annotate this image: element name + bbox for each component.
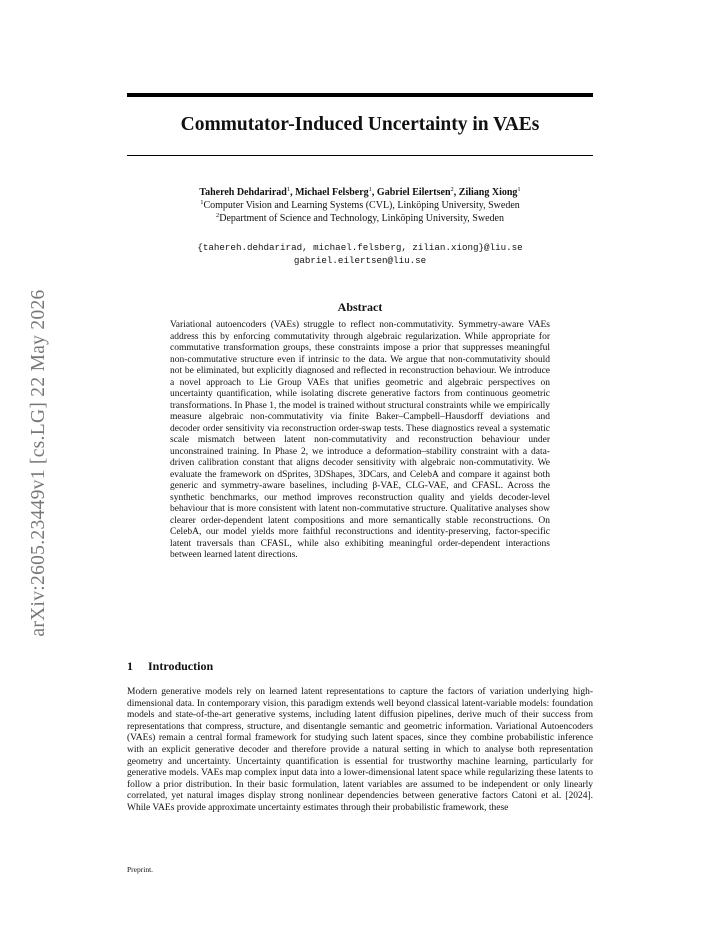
abstract-text: Variational autoencoders (VAEs) struggle to reflect non-commutativity. Symmetry-aware VAEs address this by enforcing commutativity through algebraic regularization. While appropriate for commutative transformation groups, these constraints impose a prior that suppresses meaningful non-commutative structure even if intrinsic to the data. We argue that non-commutativity should not be eliminated, but explicitly diagnosed and reflected in reconstruction behaviour. We introduce a novel approach to Lie Group VAEs that unifies geometric and algebraic perspectives on uncertainty quantification, while isolating discrete generative factors from continuous geometric transformations. In Phase 1, the model is trained without structural constraints while we empirically measure algebraic non-commutativity via finite Baker–Campbell–Hausdorff deviations and decoder order sensitivity via reconstruction order-swap tests. These diagnostics reveal a systematic scale mismatch between latent non-commutativity and reconstruction behaviour under unconstrained training. In Phase 2, we introduce a deformation–stability constraint with a data-driven calibration constant that aligns decoder sensitivity with algebraic non-commutativity. We evaluate the framework on dSprites, 3DShapes, 3DCars, and CelebA and compare it against both generic and symmetry-aware baselines, including β-VAE, CLG-VAE, and CFASL. Across the synthetic benchmarks, our method improves reconstruction quality and yields decoder-level behaviour that is more consistent with latent non-commutative structure. Qualitative analyses show clearer order-dependent latent compositions and more semantically stable reconstructions. On CelebA, our model yields more faithful reconstructions and identity-preserving, factor-specific latent traversals than CFASL, while also exhibiting meaningful order-dependent interactions between learned latent directions. bbox=[170, 320, 550, 560]
section-title: Introduction bbox=[148, 659, 214, 673]
email-block bbox=[127, 241, 593, 267]
affiliation-mark: 2 bbox=[450, 186, 454, 193]
author-list: Tahereh Dehdarirad$^1$, Michael Felsberg$^1$, Gabriel Eilertsen$^2$, Ziliang Xiong$^1$ bbox=[199, 186, 521, 198]
affiliation-mark: 1 bbox=[517, 186, 521, 193]
affiliation-mark: 1 bbox=[368, 186, 372, 193]
author-name: Michael Felsberg bbox=[295, 187, 369, 198]
affiliation-mark: 2 bbox=[216, 212, 220, 219]
email-line: gabriel.eilertsen@liu.se bbox=[293, 255, 427, 266]
author-name: Tahereh Dehdarirad bbox=[199, 187, 287, 198]
email-line: {tahereh.dehdarirad, michael.felsberg, zilian.xiong}@liu.se bbox=[197, 242, 523, 253]
affiliation-mark: 1 bbox=[200, 199, 204, 206]
abstract-heading: Abstract bbox=[337, 300, 383, 314]
author-name: Ziliang Xiong bbox=[458, 187, 518, 198]
author-block bbox=[127, 186, 593, 225]
affiliation-text: Department of Science and Technology, Linköping University, Sweden bbox=[219, 213, 504, 224]
affiliation-line bbox=[127, 199, 593, 212]
affiliation-line bbox=[127, 212, 593, 225]
affiliation-mark: 1 bbox=[286, 186, 291, 193]
preprint-footer: Preprint. bbox=[127, 865, 154, 874]
title-top-rule bbox=[127, 93, 593, 97]
title-bottom-rule bbox=[127, 155, 593, 156]
author-name: Gabriel Eilertsen bbox=[376, 187, 451, 198]
introduction-text: Modern generative models rely on learned latent representations to capture the factors of variation underlying high-dimensional data. In contemporary vision, this paradigm extends well beyond classical latent-variable models: foundation models and state-of-the-art generative systems, including latent diffusion pipelines, derive much of their success from representations that compress, structure, and disentangle semantic and geometric information. Variational Autoencoders (VAEs) remain a central formal framework for studying such latent spaces, since they combine probabilistic inference with an explicit generative decoder and therefore provide a natural setting in which to analyse both representation geometry and uncertainty. Uncertainty quantification is essential for trustworthy machine learning, particularly for generative models. VAEs map complex input data into a lower-dimensional latent space while regularizing these latents to follow a prior distribution. In their basic formulation, latent variables are assumed to be independent or only linearly correlated, yet natural images display strong nonlinear dependencies between generative factors Catoni et al. [2024]. While VAEs provide approximate uncertainty estimates through their probabilistic framework, these bbox=[127, 687, 593, 813]
section-heading bbox=[127, 659, 213, 674]
affiliation-text: Computer Vision and Learning Systems (CVL), Linköping University, Sweden bbox=[203, 200, 520, 211]
arxiv-identifier: arXiv:2605.23449v1 [cs.LG] 22 May 2026 bbox=[28, 289, 49, 637]
section-number: 1 bbox=[127, 659, 133, 673]
paper-title: Commutator-Induced Uncertainty in VAEs bbox=[180, 114, 540, 135]
